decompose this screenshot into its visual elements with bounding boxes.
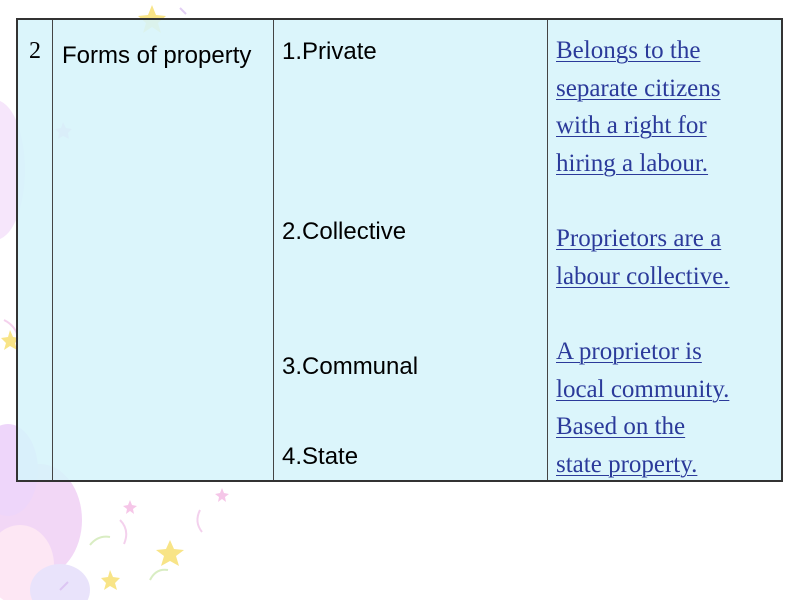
description-line: separate citizens	[556, 74, 721, 102]
description-private	[556, 32, 777, 182]
star-icon	[156, 540, 184, 566]
forms-cell	[274, 19, 548, 481]
description-line: hiring a labour.	[556, 149, 709, 177]
row-number: 2	[29, 38, 41, 64]
description-line: A proprietor is	[556, 338, 702, 365]
topic-label: Forms of property	[62, 42, 252, 69]
row-number-cell	[17, 19, 53, 481]
description-line: local community.	[556, 375, 730, 403]
description-collective	[556, 220, 777, 295]
form-private: 1.Private	[282, 38, 377, 65]
table-row	[17, 19, 782, 481]
description-line: Based on the	[556, 413, 686, 440]
form-state: 4.State	[282, 443, 359, 470]
description-line: with a right for	[556, 112, 707, 139]
description-communal	[556, 333, 777, 408]
description-line: Proprietors are a	[556, 225, 722, 252]
description-line: state property.	[556, 450, 698, 478]
description-state	[556, 408, 777, 483]
description-line: Belongs to the	[556, 37, 701, 64]
form-communal: 3.Communal	[282, 353, 419, 380]
form-collective: 2.Collective	[282, 218, 407, 245]
description-line: labour collective.	[556, 262, 730, 290]
topic-cell	[53, 19, 274, 481]
descriptions-cell	[548, 19, 783, 481]
property-forms-table	[16, 18, 783, 482]
